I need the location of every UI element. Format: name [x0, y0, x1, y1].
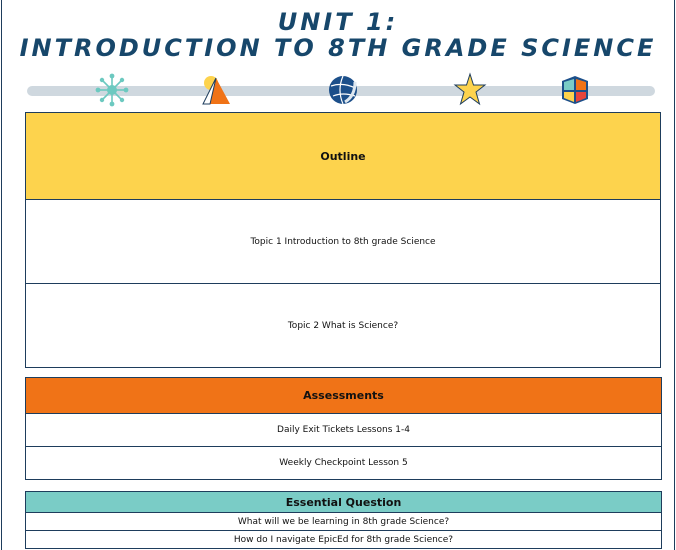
assessments-table [25, 377, 662, 480]
essential-question-2: How do I navigate EpicEd for 8th grade Science? [26, 531, 662, 549]
essential-question-1: What will we be learning in 8th grade Science? [26, 513, 662, 531]
star-icon [452, 72, 488, 108]
page-border-right [674, 0, 675, 550]
essential-question-header: Essential Question [26, 492, 662, 513]
cube-icon [557, 72, 593, 108]
assessment-item-1: Daily Exit Tickets Lessons 1-4 [26, 414, 662, 447]
outline-header: Outline [26, 113, 661, 200]
essential-question-table [25, 491, 662, 549]
unit-subtitle: INTRODUCTION TO 8TH GRADE SCIENCE [19, 34, 657, 62]
globe-icon [325, 72, 361, 108]
assessment-item-2: Weekly Checkpoint Lesson 5 [26, 447, 662, 480]
shapes-icon [198, 72, 234, 108]
assessments-header: Assessments [26, 378, 662, 414]
unit-title: UNIT 1: [277, 8, 399, 36]
outline-topic-2: Topic 2 What is Science? [26, 284, 661, 368]
outline-table [25, 112, 661, 368]
molecule-icon [94, 72, 130, 108]
outline-topic-1: Topic 1 Introduction to 8th grade Science [26, 200, 661, 284]
page-border-left [1, 0, 2, 550]
